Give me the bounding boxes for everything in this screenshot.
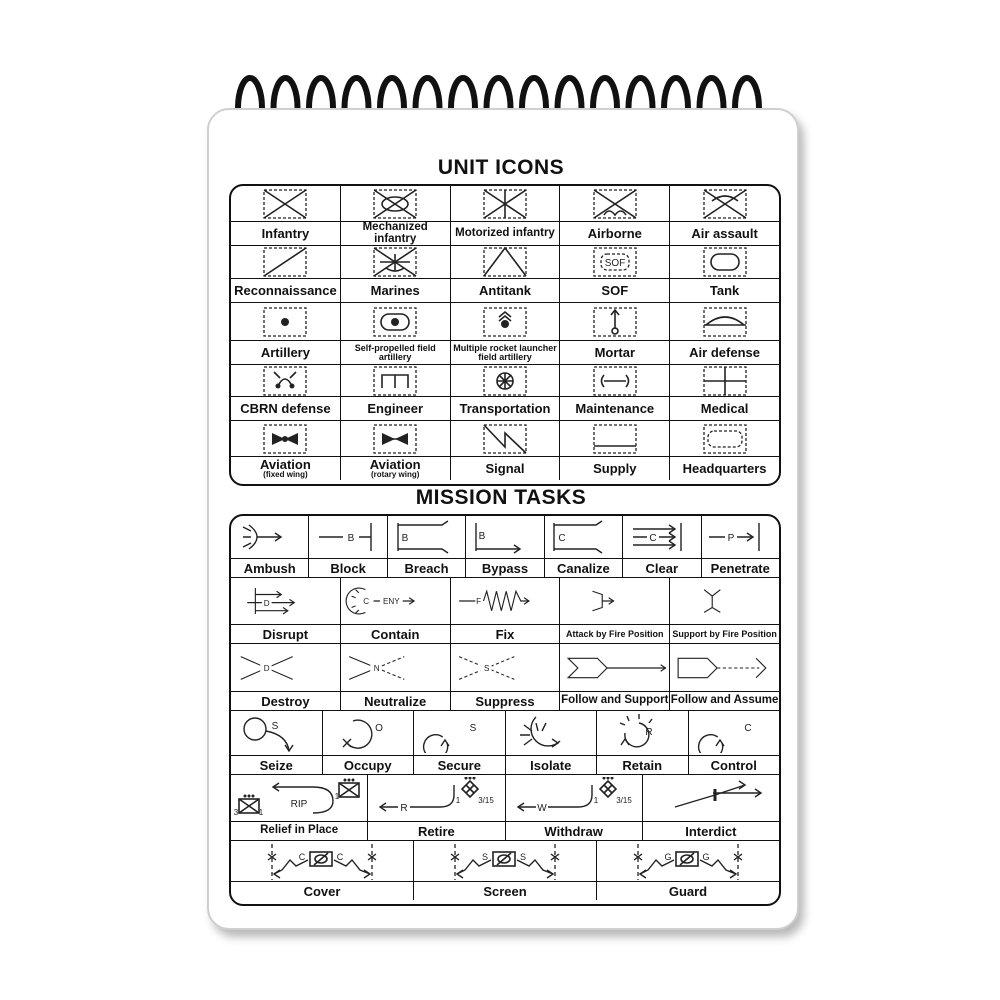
cell-label xyxy=(689,755,780,774)
cell-label xyxy=(341,340,450,364)
label-text: Control xyxy=(710,757,757,773)
suppress-icon xyxy=(451,644,560,691)
cell-label xyxy=(670,624,779,643)
label-text: Disrupt xyxy=(262,626,309,642)
cell-label xyxy=(341,624,450,643)
svg-text:S: S xyxy=(519,852,527,862)
cell-label xyxy=(560,396,669,420)
control-cell xyxy=(689,711,780,774)
block-icon xyxy=(309,516,386,558)
label-text: Bypass xyxy=(481,560,529,576)
table-row xyxy=(231,365,779,421)
relief-in-place-cell xyxy=(231,775,368,840)
disrupt-cell xyxy=(231,578,341,643)
label-text: Multiple rocket launcher field artillery xyxy=(453,342,557,362)
label-text: Air assault xyxy=(691,226,758,241)
transportation-icon xyxy=(451,365,560,396)
label-text: Maintenance xyxy=(575,401,655,416)
cell-label xyxy=(597,881,779,900)
retain-icon xyxy=(597,711,688,755)
label-text: CBRN defense xyxy=(240,401,331,416)
table-row xyxy=(231,644,779,711)
supply-icon xyxy=(560,421,669,456)
label-text: Air defense xyxy=(689,345,760,360)
svg-text:D: D xyxy=(263,663,270,673)
label-text: Follow and Assume xyxy=(670,694,779,707)
label-text: Infantry xyxy=(261,226,310,241)
self-propelled-artillery-icon xyxy=(341,303,450,340)
svg-text:B: B xyxy=(478,531,486,542)
breach-icon xyxy=(388,516,465,558)
svg-text:C: C xyxy=(363,597,369,607)
mechanized-infantry-icon xyxy=(341,186,450,221)
cell-label xyxy=(231,456,340,480)
svg-text:B: B xyxy=(401,533,408,544)
svg-text:B: B xyxy=(347,533,355,544)
occupy-icon xyxy=(323,711,414,755)
label-text: Retire xyxy=(417,823,455,839)
label-text: Breach xyxy=(404,560,449,576)
cell-label xyxy=(702,558,779,577)
label-text: Interdict xyxy=(685,823,737,839)
air-assault-cell xyxy=(670,186,779,245)
withdraw-icon xyxy=(506,775,642,821)
cover-cell xyxy=(231,841,414,900)
penetrate-cell xyxy=(702,516,779,577)
cell-label xyxy=(670,396,779,420)
svg-text:C: C xyxy=(336,852,344,862)
cell-label xyxy=(670,691,779,710)
cell-label xyxy=(597,755,688,774)
cell-label xyxy=(451,396,560,420)
cell-label xyxy=(670,340,779,364)
cell-label xyxy=(545,558,622,577)
cell-label xyxy=(323,755,414,774)
fix-cell xyxy=(451,578,561,643)
table-row xyxy=(231,421,779,480)
label-text: Destroy xyxy=(261,693,310,709)
label-text: Withdraw xyxy=(544,823,603,839)
svg-text:P: P xyxy=(727,533,735,544)
screen-cell xyxy=(414,841,597,900)
label-text: Antitank xyxy=(478,283,531,298)
cell-label xyxy=(231,624,340,643)
svg-text:SOF: SOF xyxy=(604,258,626,269)
label-subtext: (rotary wing) xyxy=(370,470,420,479)
cell-label xyxy=(451,278,560,302)
label-text: Signal xyxy=(485,461,525,476)
svg-text:W: W xyxy=(536,803,547,814)
medical-icon xyxy=(670,365,779,396)
attack-by-fire-cell xyxy=(560,578,670,643)
svg-text:F: F xyxy=(475,597,481,607)
clear-icon xyxy=(623,516,700,558)
svg-text:3/15: 3/15 xyxy=(478,796,495,805)
cell-label xyxy=(231,221,340,245)
cell-label xyxy=(560,278,669,302)
cell-label xyxy=(560,340,669,364)
cell-label xyxy=(560,221,669,245)
suppress-cell xyxy=(451,644,561,710)
cell-label xyxy=(466,558,543,577)
air-assault-icon xyxy=(670,186,779,221)
label-text: Airborne xyxy=(587,226,642,241)
table-row xyxy=(231,711,779,775)
label-text: Fix xyxy=(495,626,515,642)
airborne-cell xyxy=(560,186,670,245)
support-by-fire-icon xyxy=(670,578,779,624)
support-by-fire-cell xyxy=(670,578,779,643)
mission-tasks-table xyxy=(229,514,781,906)
seize-cell xyxy=(231,711,323,774)
label-text: Supply xyxy=(593,461,637,476)
marines-icon xyxy=(341,246,450,278)
cell-label xyxy=(451,340,560,364)
cell-label xyxy=(643,821,779,840)
canalize-cell xyxy=(545,516,623,577)
follow-and-assume-icon xyxy=(670,644,779,691)
cell-label xyxy=(451,691,560,710)
table-row xyxy=(231,841,779,900)
label-text: Block xyxy=(330,560,366,576)
cell-label xyxy=(341,691,450,710)
svg-text:R: R xyxy=(400,803,408,814)
label-text: Seize xyxy=(259,757,293,773)
secure-cell xyxy=(414,711,506,774)
label-text: Transportation xyxy=(459,401,551,416)
svg-text:S: S xyxy=(271,721,279,732)
label-text: Aviation xyxy=(369,457,421,472)
infantry-icon xyxy=(231,186,340,221)
penetrate-icon xyxy=(702,516,779,558)
label-text: Mechanized infantry xyxy=(362,221,428,245)
svg-text:O: O xyxy=(374,723,383,734)
seize-icon xyxy=(231,711,322,755)
label-text: Neutralize xyxy=(364,693,427,709)
label-subtext: (fixed wing) xyxy=(263,470,308,479)
cell-label xyxy=(670,221,779,245)
interdict-icon xyxy=(643,775,779,821)
svg-text:1: 1 xyxy=(593,796,598,805)
label-text: Cover xyxy=(303,883,341,899)
withdraw-cell xyxy=(506,775,643,840)
table-row xyxy=(231,246,779,303)
sof-cell xyxy=(560,246,670,302)
label-text: Marines xyxy=(370,283,420,298)
label-text: Reconnaissance xyxy=(234,283,337,298)
cell-label xyxy=(231,278,340,302)
mortar-icon xyxy=(560,303,669,340)
follow-and-assume-cell xyxy=(670,644,779,710)
cell-label xyxy=(560,691,669,710)
destroy-cell xyxy=(231,644,341,710)
svg-text:ENY: ENY xyxy=(382,597,400,607)
medical-cell xyxy=(670,365,779,420)
cell-label xyxy=(231,340,340,364)
rocket-launcher-cell xyxy=(451,303,561,364)
air-defense-icon xyxy=(670,303,779,340)
cover-icon xyxy=(231,841,413,881)
sof-icon xyxy=(560,246,669,278)
label-text: Mortar xyxy=(594,345,636,360)
label-text: SOF xyxy=(601,283,629,298)
svg-text:1: 1 xyxy=(334,792,340,801)
label-text: Clear xyxy=(645,560,679,576)
air-defense-cell xyxy=(670,303,779,364)
screen-icon xyxy=(414,841,596,881)
contain-icon xyxy=(341,578,450,624)
cell-label xyxy=(670,278,779,302)
label-text: Contain xyxy=(371,626,420,642)
svg-text:1: 1 xyxy=(456,796,461,805)
table-row xyxy=(231,516,779,578)
cell-label xyxy=(341,456,450,480)
headquarters-icon xyxy=(670,421,779,456)
self-propelled-artillery-cell xyxy=(341,303,451,364)
label-text: Follow and Support xyxy=(561,694,669,707)
tank-icon xyxy=(670,246,779,278)
headquarters-cell xyxy=(670,421,779,480)
svg-text:3: 3 xyxy=(233,808,239,817)
engineer-icon xyxy=(341,365,450,396)
cell-label xyxy=(231,755,322,774)
label-text: Occupy xyxy=(343,757,392,773)
retire-cell xyxy=(368,775,505,840)
breach-cell xyxy=(388,516,466,577)
cell-label xyxy=(231,821,367,840)
svg-text:S: S xyxy=(483,663,490,673)
cell-label xyxy=(451,456,560,480)
label-text: Relief in Place xyxy=(260,824,339,837)
mortar-cell xyxy=(560,303,670,364)
mechanized-infantry-cell xyxy=(341,186,451,245)
label-text: Headquarters xyxy=(682,461,767,476)
interdict-cell xyxy=(643,775,779,840)
label-text: Canalize xyxy=(557,560,610,576)
label-text: Tank xyxy=(709,283,740,298)
engineer-cell xyxy=(341,365,451,420)
isolate-icon xyxy=(506,711,597,755)
label-text: Penetrate xyxy=(710,560,770,576)
artillery-icon xyxy=(231,303,340,340)
clear-cell xyxy=(623,516,701,577)
table-row xyxy=(231,303,779,365)
svg-text:D: D xyxy=(263,598,270,608)
airborne-icon xyxy=(560,186,669,221)
cell-label xyxy=(560,624,669,643)
label-text: Aviation xyxy=(259,457,311,472)
label-text: Self-propelled field artillery xyxy=(354,342,436,362)
svg-text:S: S xyxy=(469,723,477,734)
svg-text:C: C xyxy=(558,533,567,544)
transportation-cell xyxy=(451,365,561,420)
bypass-cell xyxy=(466,516,544,577)
label-text: Secure xyxy=(437,757,481,773)
cell-label xyxy=(506,821,642,840)
cell-label xyxy=(231,558,308,577)
svg-text:G: G xyxy=(664,852,672,862)
cell-label xyxy=(231,881,413,900)
motorized-infantry-icon xyxy=(451,186,560,221)
retain-cell xyxy=(597,711,689,774)
reconnaissance-cell xyxy=(231,246,341,302)
occupy-cell xyxy=(323,711,415,774)
maintenance-cell xyxy=(560,365,670,420)
ambush-cell xyxy=(231,516,309,577)
cell-label xyxy=(623,558,700,577)
label-text: Engineer xyxy=(367,401,423,416)
unit-icons-title: UNIT ICONS xyxy=(437,156,565,179)
cell-label xyxy=(388,558,465,577)
label-text: Attack by Fire Position xyxy=(566,628,664,639)
table-row xyxy=(231,186,779,246)
label-text: Medical xyxy=(700,401,749,416)
artillery-cell xyxy=(231,303,341,364)
reconnaissance-icon xyxy=(231,246,340,278)
cell-label xyxy=(451,221,560,245)
table-row xyxy=(231,775,779,841)
neutralize-cell xyxy=(341,644,451,710)
label-text: Support by Fire Position xyxy=(672,628,777,639)
table-row xyxy=(231,578,779,644)
disrupt-icon xyxy=(231,578,340,624)
label-text: Ambush xyxy=(243,560,296,576)
mission-tasks-title: MISSION TASKS xyxy=(415,486,587,509)
unit-icons-table xyxy=(229,184,781,486)
rocket-launcher-icon xyxy=(451,303,560,340)
svg-text:C: C xyxy=(649,533,657,544)
guard-icon xyxy=(597,841,779,881)
cbrn-defense-cell xyxy=(231,365,341,420)
attack-by-fire-icon xyxy=(560,578,669,624)
label-text: Screen xyxy=(483,883,527,899)
cell-label xyxy=(414,881,596,900)
destroy-icon xyxy=(231,644,340,691)
infantry-cell xyxy=(231,186,341,245)
signal-icon xyxy=(451,421,560,456)
contain-cell xyxy=(341,578,451,643)
aviation-rotary-wing-icon xyxy=(341,421,450,456)
neutralize-icon xyxy=(341,644,450,691)
label-text: Artillery xyxy=(260,345,310,360)
follow-and-support-cell xyxy=(560,644,670,710)
cell-label xyxy=(341,221,450,245)
label-text: Suppress xyxy=(475,693,535,709)
cell-label xyxy=(670,456,779,480)
cell-label xyxy=(506,755,597,774)
svg-text:N: N xyxy=(373,663,380,673)
motorized-infantry-cell xyxy=(451,186,561,245)
aviation-fixed-wing-cell xyxy=(231,421,341,480)
label-text: Motorized infantry xyxy=(455,226,555,239)
cell-label xyxy=(341,278,450,302)
fix-icon xyxy=(451,578,560,624)
aviation-rotary-wing-cell xyxy=(341,421,451,480)
label-text: Retain xyxy=(622,757,663,773)
svg-text:R: R xyxy=(645,727,653,738)
ambush-icon xyxy=(231,516,308,558)
relief-in-place-icon xyxy=(231,775,367,821)
cell-label xyxy=(341,396,450,420)
retire-icon xyxy=(368,775,504,821)
svg-text:1: 1 xyxy=(258,808,264,817)
cell-label xyxy=(451,624,560,643)
maintenance-icon xyxy=(560,365,669,396)
label-text: Isolate xyxy=(530,757,572,773)
follow-and-support-icon xyxy=(560,644,669,691)
block-cell xyxy=(309,516,387,577)
svg-text:C: C xyxy=(298,852,306,862)
marines-cell xyxy=(341,246,451,302)
supply-cell xyxy=(560,421,670,480)
antitank-cell xyxy=(451,246,561,302)
tank-cell xyxy=(670,246,779,302)
cell-label xyxy=(231,396,340,420)
signal-cell xyxy=(451,421,561,480)
isolate-cell xyxy=(506,711,598,774)
cell-label xyxy=(414,755,505,774)
svg-text:C: C xyxy=(744,723,752,734)
svg-text:S: S xyxy=(481,852,489,862)
guard-cell xyxy=(597,841,779,900)
cell-label xyxy=(368,821,504,840)
canalize-icon xyxy=(545,516,622,558)
svg-text:RIP: RIP xyxy=(290,799,308,810)
cell-label xyxy=(231,691,340,710)
svg-text:3/15: 3/15 xyxy=(615,796,632,805)
svg-text:G: G xyxy=(702,852,710,862)
cell-label xyxy=(309,558,386,577)
bypass-icon xyxy=(466,516,543,558)
label-text: Guard xyxy=(668,883,708,899)
cbrn-defense-icon xyxy=(231,365,340,396)
cell-label xyxy=(560,456,669,480)
control-icon xyxy=(689,711,780,755)
aviation-fixed-wing-icon xyxy=(231,421,340,456)
antitank-icon xyxy=(451,246,560,278)
secure-icon xyxy=(414,711,505,755)
